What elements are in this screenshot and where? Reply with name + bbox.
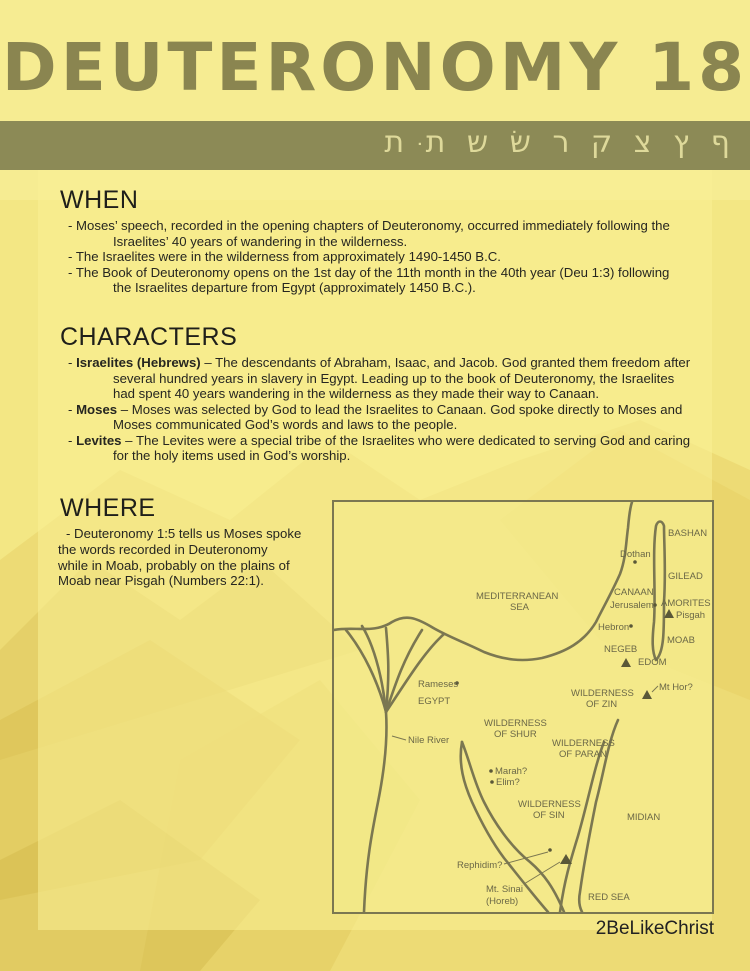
where-line: - Deuteronomy 1:5 tells us Moses spoke bbox=[66, 526, 302, 541]
dothan-dot-icon bbox=[633, 560, 637, 564]
map-label-moab: MOAB bbox=[667, 635, 695, 646]
map-label-mthor: Mt Hor? bbox=[659, 682, 693, 693]
nile-leader bbox=[392, 736, 406, 740]
nile-delta-4 bbox=[386, 630, 422, 712]
character-name: Israelites (Hebrews) bbox=[76, 355, 201, 370]
rephidim-dot-icon bbox=[548, 848, 552, 852]
list-item-text: - The Book of Deuteronomy opens on the 1st day of the 11th month in the 40th year (Deu 1:3) following bbox=[68, 264, 670, 280]
where-text bbox=[58, 526, 316, 589]
where-line: Moab near Pisgah (Numbers 22:1). bbox=[58, 573, 264, 589]
rephidim-leader bbox=[504, 852, 548, 864]
nile-delta-3 bbox=[386, 628, 388, 712]
map-label-shur1: WILDERNESS bbox=[484, 718, 547, 729]
hebron-dot-icon bbox=[629, 624, 633, 628]
map-label-sinai2: (Horeb) bbox=[486, 896, 519, 907]
sinai-leader bbox=[524, 862, 560, 884]
marah-dot-icon bbox=[489, 769, 493, 773]
character-name: Levites bbox=[76, 432, 122, 448]
map-label-shur2: OF SHUR bbox=[494, 729, 537, 740]
where-line: the words recorded in Deuteronomy bbox=[58, 541, 268, 557]
map-drawing bbox=[334, 502, 712, 912]
where-line: while in Moab, probably on the plains of bbox=[58, 557, 290, 573]
map-label-marah: Marah? bbox=[495, 766, 528, 777]
map-label-sin1: WILDERNESS bbox=[518, 799, 581, 810]
mthor-triangle-icon bbox=[642, 690, 652, 699]
map-label-med2: SEA bbox=[510, 602, 530, 613]
map-label-midian: MIDIAN bbox=[627, 812, 661, 823]
list-item bbox=[68, 433, 718, 464]
list-item-continuation: Moses communicated God’s words and laws to the people. bbox=[113, 417, 458, 432]
when-list bbox=[68, 218, 718, 296]
map-label-rameses: Rameses bbox=[418, 679, 459, 690]
map-label-redsea: RED SEA bbox=[588, 892, 630, 903]
map bbox=[332, 500, 714, 914]
character-desc: – Moses was selected by God to lead the Israelites to Canaan. God spoke directly to Moses and bbox=[117, 401, 683, 417]
list-item-text: - Moses’ speech, recorded in the opening chapters of Deuteronomy, occurred immediately following the bbox=[68, 218, 670, 233]
brand-logo: 2BeLikeChrist bbox=[595, 918, 714, 939]
map-label-edom: EDOM bbox=[638, 657, 667, 668]
map-label-med1: MEDITERRANEAN bbox=[476, 591, 559, 602]
list-item bbox=[68, 355, 718, 402]
character-desc: – The descendants of Abraham, Isaac, and Jacob. God granted them freedom after bbox=[200, 355, 691, 370]
page-title: DEUTERONOMY 18 bbox=[1, 29, 749, 106]
map-label-canaan: CANAAN bbox=[614, 587, 654, 598]
list-item bbox=[68, 402, 718, 433]
map-label-paran1: WILDERNESS bbox=[552, 738, 615, 749]
mediterranean-coast bbox=[334, 502, 632, 660]
negeb-triangle-icon bbox=[621, 658, 631, 667]
map-label-dothan: Dothan bbox=[620, 549, 651, 560]
map-label-bashan: BASHAN bbox=[668, 528, 708, 539]
map-label-pisgah: Pisgah bbox=[676, 610, 706, 621]
nile-river bbox=[364, 712, 387, 912]
map-label-elim: Elim? bbox=[496, 777, 520, 788]
map-label-sin2: OF SIN bbox=[533, 810, 565, 821]
map-label-zin1: WILDERNESS bbox=[571, 688, 634, 699]
list-item bbox=[68, 249, 718, 265]
map-label-amorites: AMORITES bbox=[661, 598, 711, 609]
list-item-continuation: the Israelites departure from Egypt (approximately 1450 B.C.). bbox=[113, 280, 476, 295]
characters-heading: CHARACTERS bbox=[60, 323, 238, 351]
characters-list bbox=[68, 355, 718, 464]
mthor-leader bbox=[652, 686, 658, 692]
map-label-negeb: NEGEB bbox=[604, 644, 638, 655]
list-item-text: - The Israelites were in the wilderness from approximately 1490-1450 B.C. bbox=[68, 249, 501, 264]
list-item bbox=[68, 265, 718, 296]
map-label-zin2: OF ZIN bbox=[586, 699, 618, 710]
elim-dot-icon bbox=[490, 780, 494, 784]
list-item-text: - Levites – The Levites were a special tribe of the Israelites who were dedicated to serving God and caring bbox=[68, 432, 691, 448]
hebrew-band bbox=[0, 121, 750, 170]
character-name: Moses bbox=[76, 401, 118, 417]
list-item-continuation: had spent 40 years wandering in the wilderness as they made their way to Canaan. bbox=[113, 386, 600, 401]
list-item-text: - Israelites (Hebrews) – The descendants of Abraham, Isaac, and Jacob. God granted them freedom after bbox=[68, 355, 691, 370]
map-label-gilead: GILEAD bbox=[668, 571, 703, 582]
hebrew-letters: ף ץ צ ק ר ש ׁש ת ּת bbox=[384, 125, 736, 160]
map-label-nile: Nile River bbox=[408, 735, 450, 746]
list-item bbox=[68, 218, 718, 249]
character-desc: – The Levites were a special tribe of the Israelites who were dedicated to serving God and caring bbox=[121, 432, 691, 448]
list-item-continuation: several hundred years in slavery in Egypt. Leading up to the book of Deuteronomy, the Israelites bbox=[113, 370, 675, 386]
pisgah-triangle-icon bbox=[664, 609, 674, 618]
list-item-text: - Moses – Moses was selected by God to lead the Israelites to Canaan. God spoke directly to Moses and bbox=[68, 401, 683, 417]
when-heading: WHEN bbox=[60, 186, 139, 214]
map-label-sinai1: Mt. Sinai bbox=[486, 884, 523, 895]
map-label-egypt: EGYPT bbox=[418, 696, 451, 707]
map-label-paran2: OF PARAN bbox=[559, 749, 607, 760]
map-label-jerusalem: Jerusalem bbox=[610, 600, 654, 611]
where-heading: WHERE bbox=[60, 494, 156, 522]
map-label-hebron: Hebron bbox=[598, 622, 630, 633]
list-item-continuation: Israelites’ 40 years of wandering in the wilderness. bbox=[113, 233, 408, 249]
jordan-river bbox=[653, 522, 665, 661]
map-label-rephidim: Rephidim? bbox=[457, 860, 503, 871]
list-item-continuation: for the holy items used in God’s worship. bbox=[113, 448, 351, 463]
